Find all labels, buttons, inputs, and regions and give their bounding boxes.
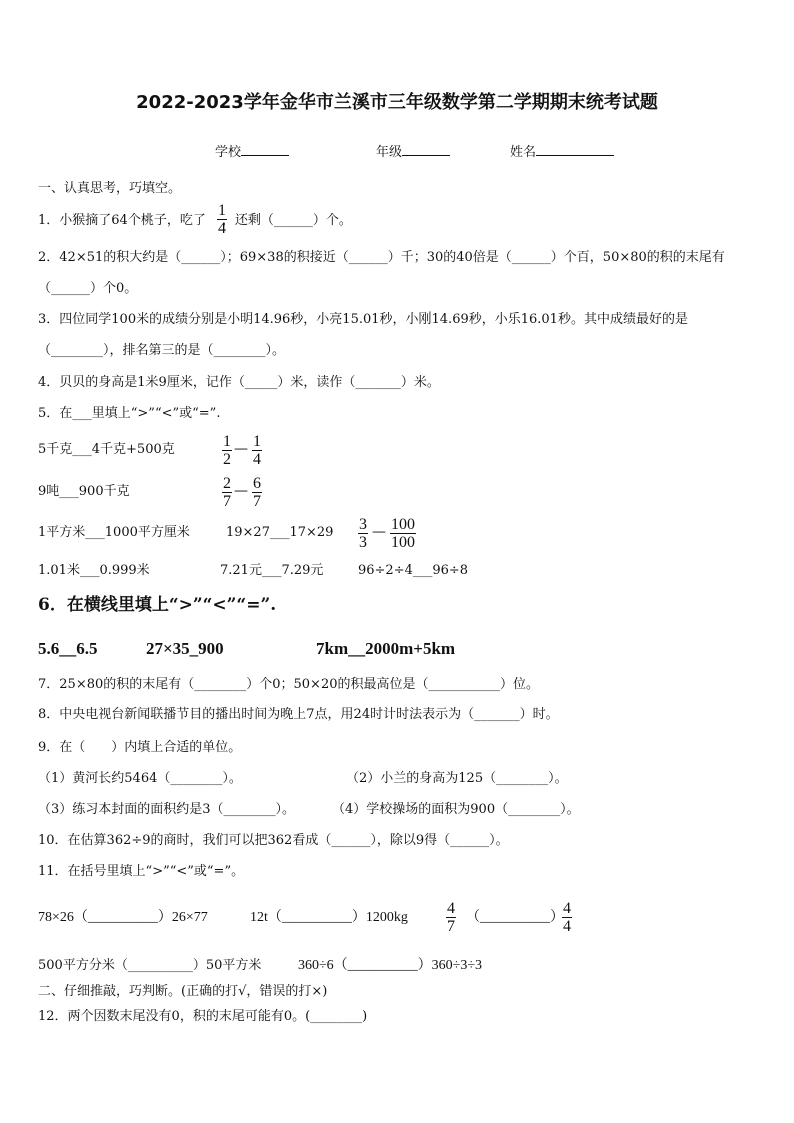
fraction-denominator: 7 xyxy=(253,493,261,510)
q5-row2-fraction1 xyxy=(222,475,232,510)
q5-row4-item2: 7.21元___7.29元 xyxy=(220,563,324,578)
name-field[interactable] xyxy=(510,141,614,160)
q11-fraction2 xyxy=(562,900,572,935)
grade-label: 年级 xyxy=(376,145,403,160)
fraction-numerator: 6 xyxy=(253,475,261,492)
q9-item3: （3）练习本封面的面积约是3（________）。 xyxy=(38,802,296,817)
q11-expr3: 500平方分米（__________）50平方米 xyxy=(38,958,262,973)
q11-fraction-compare-blank[interactable]: （__________） xyxy=(466,910,564,925)
question-9-heading: 9．在（ ）内填上合适的单位。 xyxy=(38,740,242,755)
q6-item1: 5.6__6.5 xyxy=(38,639,98,658)
fraction-numerator: 4 xyxy=(447,900,455,917)
question-5-heading: 5．在___里填上“>”“<”或“=”. xyxy=(38,406,221,421)
q11-expr2: 12t（__________）1200kg xyxy=(250,910,408,925)
question-1 xyxy=(38,212,352,230)
grade-field[interactable] xyxy=(376,141,450,160)
fraction-denominator: 3 xyxy=(359,534,367,551)
school-label: 学校 xyxy=(215,145,242,160)
fraction-numerator: 100 xyxy=(391,516,415,533)
fraction-denominator: 4 xyxy=(563,918,571,935)
q5-row2-compare-blank[interactable]: — xyxy=(234,483,248,499)
q5-row1-fraction1 xyxy=(222,433,232,468)
q11-fraction1 xyxy=(446,900,456,935)
question-11-heading: 11．在括号里填上“>”“<”或“=”。 xyxy=(38,864,245,879)
name-label: 姓名 xyxy=(510,145,537,160)
question-4: 4．贝贝的身高是1米9厘米，记作（_____）米，读作（_______）米。 xyxy=(38,375,440,390)
question-6-heading: 6．在横线里填上“>”“<”“=”. xyxy=(38,595,277,615)
fraction-denominator: 100 xyxy=(391,534,415,551)
q9-item2: （2）小兰的身高为125（________）。 xyxy=(346,771,568,786)
q5-row3-compare-blank[interactable]: — xyxy=(372,524,386,540)
name-blank[interactable] xyxy=(536,155,614,156)
q5-row2-item1: 9吨___900千克 xyxy=(38,484,130,499)
q5-row3-fraction1 xyxy=(358,516,368,551)
q6-item2: 27×35_900 xyxy=(146,639,224,658)
q5-row3-fraction2 xyxy=(390,516,416,551)
q9-item4: （4）学校操场的面积为900（________）。 xyxy=(332,802,580,817)
section2-heading: 二、仔细推敲，巧判断。(正确的打√，错误的打×) xyxy=(38,984,328,999)
q5-row3-item2: 19×27___17×29 xyxy=(226,525,334,540)
fraction-numerator: 2 xyxy=(223,475,231,492)
q5-row1-compare-blank[interactable]: — xyxy=(234,441,248,457)
q5-row4-item1: 1.01米___0.999米 xyxy=(38,563,150,578)
q5-row1-item1: 5千克___4千克+500克 xyxy=(38,442,175,457)
question-12: 12．两个因数末尾没有0，积的末尾可能有0。(________) xyxy=(38,1009,368,1024)
question-10: 10．在估算362÷9的商时，我们可以把362看成（______），除以9得（______）。 xyxy=(38,833,509,848)
fraction-denominator: 4 xyxy=(218,220,226,237)
question-3-line1: 3．四位同学100米的成绩分别是小明14.96秒，小亮15.01秒，小刚14.69秒，小乐16.01秒。其中成绩最好的是 xyxy=(38,312,688,327)
q1-text-post: ，还剩（______）个。 xyxy=(221,213,352,228)
q1-text-pre: 1．小猴摘了64个桃子，吃了 xyxy=(38,213,206,228)
fraction-denominator: 7 xyxy=(447,918,455,935)
school-field[interactable] xyxy=(215,141,289,160)
fraction-numerator: 1 xyxy=(223,433,231,450)
q5-row1-fraction2 xyxy=(252,433,262,468)
q11-expr1: 78×26（__________）26×77 xyxy=(38,910,208,925)
question-8: 8．中央电视台新闻联播节目的播出时间为晚上7点，用24时计时法表示为（_______）时。 xyxy=(38,707,559,722)
q6-item3: 7km__2000m+5km xyxy=(316,639,456,658)
grade-blank[interactable] xyxy=(402,155,450,156)
section1-heading: 一、认真思考，巧填空。 xyxy=(38,181,182,196)
page-title: 2022-2023学年金华市兰溪市三年级数学第二学期期末统考试题 xyxy=(136,92,658,113)
fraction-numerator: 1 xyxy=(218,202,226,219)
fraction-denominator: 7 xyxy=(223,493,231,510)
q5-row3-item1: 1平方米___1000平方厘米 xyxy=(38,525,190,540)
q5-row2-fraction2 xyxy=(252,475,262,510)
question-7: 7．25×80的积的末尾有（________）个0；50×20的积最高位是（___________）位。 xyxy=(38,677,539,692)
fraction-numerator: 3 xyxy=(359,516,367,533)
q1-fraction xyxy=(217,202,227,237)
q11-expr4: 360÷6（__________）360÷3÷3 xyxy=(298,958,483,973)
fraction-denominator: 2 xyxy=(223,451,231,468)
fraction-numerator: 4 xyxy=(563,900,571,917)
fraction-numerator: 1 xyxy=(253,433,261,450)
question-2-line1: 2．42×51的积大约是（______）；69×38的积接近（______）千；30的40倍是（______）个百，50×80的积的末尾有 xyxy=(38,250,725,265)
school-blank[interactable] xyxy=(241,155,289,156)
q5-row4-item3: 96÷2÷4___96÷8 xyxy=(358,563,469,578)
fraction-denominator: 4 xyxy=(253,451,261,468)
q9-item1: （1）黄河长约5464（________）。 xyxy=(38,771,242,786)
question-3-line2: （________），排名第三的是（________）。 xyxy=(38,343,286,358)
question-2-line2: （______）个0。 xyxy=(38,281,138,296)
